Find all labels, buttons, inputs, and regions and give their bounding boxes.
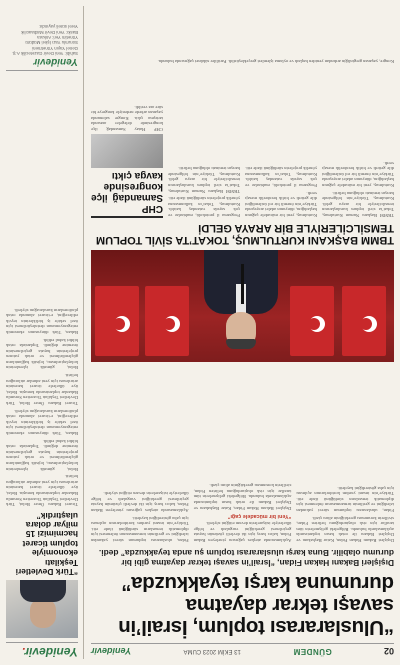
red-lead-heading: “Yeni bir mücadele çağı” <box>227 512 292 519</box>
paragraph: Ticaret Bakanı Ömer Bolat, Türk Devletleri Teşkilatı Ticaretten Sorumlu Bakanlar toplantısında konuştu. Bolat, üye ülkelerle ticaret hacminin artırılması için yeni adımlar atılacağını belirtti. <box>6 373 78 407</box>
header-logo: Yenidevir <box>91 646 132 657</box>
side-story-text <box>6 75 78 507</box>
paragraph: Bolat, gümrük işlemlerinin kolaylaştırılması, lojistik bağlantıların güçlendirilmesi ve ortak yatırım projelerinin hayata geçirilmesinin önemine değindi. Toplantıda ortak bildiri kabul edildi. <box>6 438 78 472</box>
paragraph: Açıklamasında ateşkes çağrısını yineleyen Bakan Fidan, kalıcı barış için iki devletli çözümün hayata geçirilmesi gerektiğini vurguladı ve bölge ülkeleriyle istişarelerin devam ettiğini söyledi. <box>193 521 292 543</box>
flag-image <box>95 286 139 356</box>
section-label: GÜNDEM <box>293 647 332 656</box>
imprint-logo: Yenidevir <box>33 56 78 68</box>
main-headline: “Uluslararası toplum, İsrail’in savaşı tekrar dayatma durumuna karşı teyakkuzda” <box>118 572 394 639</box>
imprint-line: Yönetim Yeri: Ankara <box>37 34 78 40</box>
paragraph: Fidan, uluslararası toplumun süreci yakından izlediğini ve gerilimin tırmanmasının önlenmesi için diplomatik temasların sürdüğünü ifade etti. Türkiye’nin insani yardım koridorlarının açılması için çaba gösterdiğini kaydetti. <box>91 515 189 543</box>
flag-image <box>290 286 334 356</box>
flag-image <box>145 286 189 356</box>
flag-image <box>342 286 386 356</box>
paragraph: Dışişleri Bakanı Hakan Fidan, Katar Başbakanı ve Dışişleri Bakanı ile ortak basın toplantısında açıklamalarda bulundu. Bölgedeki gelişmelerin tüm taraflar için risk oluşturduğunu belirten Fidan, sivillerin korunması gerektiğinin altını çizdi. <box>296 515 394 543</box>
paragraph: TBMM Başkanı Numan Kurtulmuş, Tokat’ta sivil toplum kuruluşlarının temsilcileriyle bir araya geldi. Kurtulmuş, Türkiye’nin bölgesinde barışın teminatı olduğunu belirtti. <box>168 166 240 194</box>
paragraph: Açıklamasında ateşkes çağrısını yineleyen Bakan Fidan, kalıcı barış için iki devletli çözümün hayata geçirilmesi gerektiğini vurguladı ve bölge ülkeleriyle istişarelerin devam ettiğini söyledi. <box>91 491 189 514</box>
paragraph: Kurtulmuş, yeni bir mücadele çağının başladığını, dünyanın adalet arayışında Türkiye’nin önemli bir rol üstlendiğini dile getirdi ve birlik beraberlik mesajı verdi. <box>322 160 394 189</box>
paragraph: CHP Hatay Samandağ ilçe kongresinde delegeler arasında tartışma çıktı. Kongre salonunda yaşanan arbede nedeniyle kongreye bir süre ara verildi. <box>91 104 163 132</box>
paragraph: Bolat, gümrük işlemlerinin kolaylaştırılması, lojistik bağlantıların güçlendirilmesi ve ortak yatırım projelerinin hayata geçirilmesinin önemine değindi. Toplantıda ortak bildiri kabul edildi. <box>6 337 78 371</box>
text-column <box>296 365 394 543</box>
issue-date: 13 EKİM 2023 CUMA <box>183 648 241 655</box>
imprint-line: Genel Yayın Yönetmeni <box>32 45 78 51</box>
text-column <box>245 68 317 218</box>
paragraph: Programa il protokolü, muhtarlar ve çok sayıda vatandaş katıldı. Kurtulmuş, Tokat’ın kalkınmasına yönelik projelerin sürdüğünü ifade etti. <box>245 166 317 189</box>
paragraph: Bakan, Türk dünyasının ekonomik entegrasyonunun derinleştirilmesi için özel sektör iş birliklerinin teşvik edileceğini, e-ticaret alanında ortak platformların kurulacağını söyledi. <box>6 307 78 335</box>
minister-photo <box>6 580 78 638</box>
text-column <box>194 365 292 543</box>
paragraph: Ticaret Bakanı Ömer Bolat, Türk Devletleri Teşkilatı Ticaretten Sorumlu Bakanlar toplantısında konuştu. Bolat, üye ülkelerle ticaret hacminin artırılması için yeni adımlar atılacağını belirtti. <box>6 474 78 508</box>
paragraph: Programa il protokolü, muhtarlar ve çok sayıda vatandaş katıldı. Kurtulmuş, Tokat’ın kalkınmasına yönelik projelerin sürdüğünü ifade etti. <box>168 196 240 218</box>
text-column <box>91 365 189 543</box>
main-story-area <box>91 6 394 659</box>
imprint-line: Sorumlu Yazı İşleri Müdürü <box>25 40 78 46</box>
headline-deck: Dışişleri Bakanı Hakan Fidan, “İsrail’in savaşı tekrar dayatma gibi bir durumu olabilir. Buna karşı uluslararası toplum şu anda teyakkuzda” dedi. <box>98 548 394 568</box>
imprint-line: Baskı: Yeni Devir Matbaacılık <box>21 29 78 35</box>
page-number: 02 <box>383 646 394 657</box>
paragraph: Kurtulmuş, yeni bir mücadele çağının başladığını, dünyanın adalet arayışında Türkiye’nin önemli bir rol üstlendiğini dile getirdi ve birlik beraberlik mesajı verdi. <box>245 190 317 218</box>
side-logo: Yenidevir. <box>6 642 78 659</box>
side-logo-text: Yenidevir <box>25 645 78 659</box>
story-columns-top <box>91 365 394 543</box>
chp-story-box <box>91 68 163 218</box>
secondary-headline: TBMM BAŞKANI KURTULMUŞ, TOKAT’TA SİVİL TOPLUM TEMSİLCİLERİYLE BİR ARAYA GELDİ <box>95 222 394 246</box>
text-column <box>168 68 240 218</box>
imprint-line: Yerel süreli yayındır. <box>38 24 78 30</box>
paragraph: TBMM Başkanı Numan Kurtulmuş, Tokat’ta sivil toplum kuruluşlarının temsilcileriyle bir araya geldi. Kurtulmuş, Türkiye’nin bölgesinde barışın teminatı olduğunu belirtti. <box>322 190 394 218</box>
chp-photo <box>91 134 163 168</box>
paragraph: Fidan, uluslararası toplumun süreci yakından izlediğini ve gerilimin tırmanmasının önlenmesi için diplomatik temasların sürdüğünü ifade etti. Türkiye’nin insani yardım koridorlarının açılması için çaba gösterdiğini kaydetti. <box>296 485 394 514</box>
imprint-box <box>6 24 78 71</box>
paragraph: Dışişleri Bakanı Hakan Fidan, Katar Başbakanı ve Dışişleri Bakanı ile ortak basın toplantısında açıklamalarda bulundu. Bölgedeki gelişmelerin tüm taraflar için risk oluşturduğunu belirten Fidan, sivillerin korunması gerektiğinin altını çizdi. <box>193 483 292 511</box>
side-column <box>6 6 84 659</box>
imprint-line: Sahibi: Yeni Devir Gazetecilik A.Ş. <box>11 51 78 57</box>
paragraph: Bakan, Türk dünyasının ekonomik entegrasyonunun derinleştirilmesi için özel sektör iş birliklerinin teşvik edileceğini, e-ticaret alanında ortak platformların kurulacağını söyledi. <box>6 408 78 437</box>
chp-headline: CHP Samandağ ilçe kongresinde kavga çıktı <box>91 170 163 214</box>
side-headline: “Türk Devletleri Teşkilatı ekonomiyle toplum ticaret hacmimizi 15 milyar dolara ulaştırdık” <box>15 510 78 577</box>
news-photo <box>91 250 394 362</box>
text-column <box>322 68 394 218</box>
story-tail: Kongre, yaşanan gerginliğin ardından yeniden başladı ve oylama işlemleri gerçekleştirildi. Partililer sükûnet çağrısında bulundu. <box>157 59 394 64</box>
story-columns-bottom <box>91 68 394 218</box>
speaker-figure <box>200 250 282 348</box>
running-header <box>91 643 394 659</box>
